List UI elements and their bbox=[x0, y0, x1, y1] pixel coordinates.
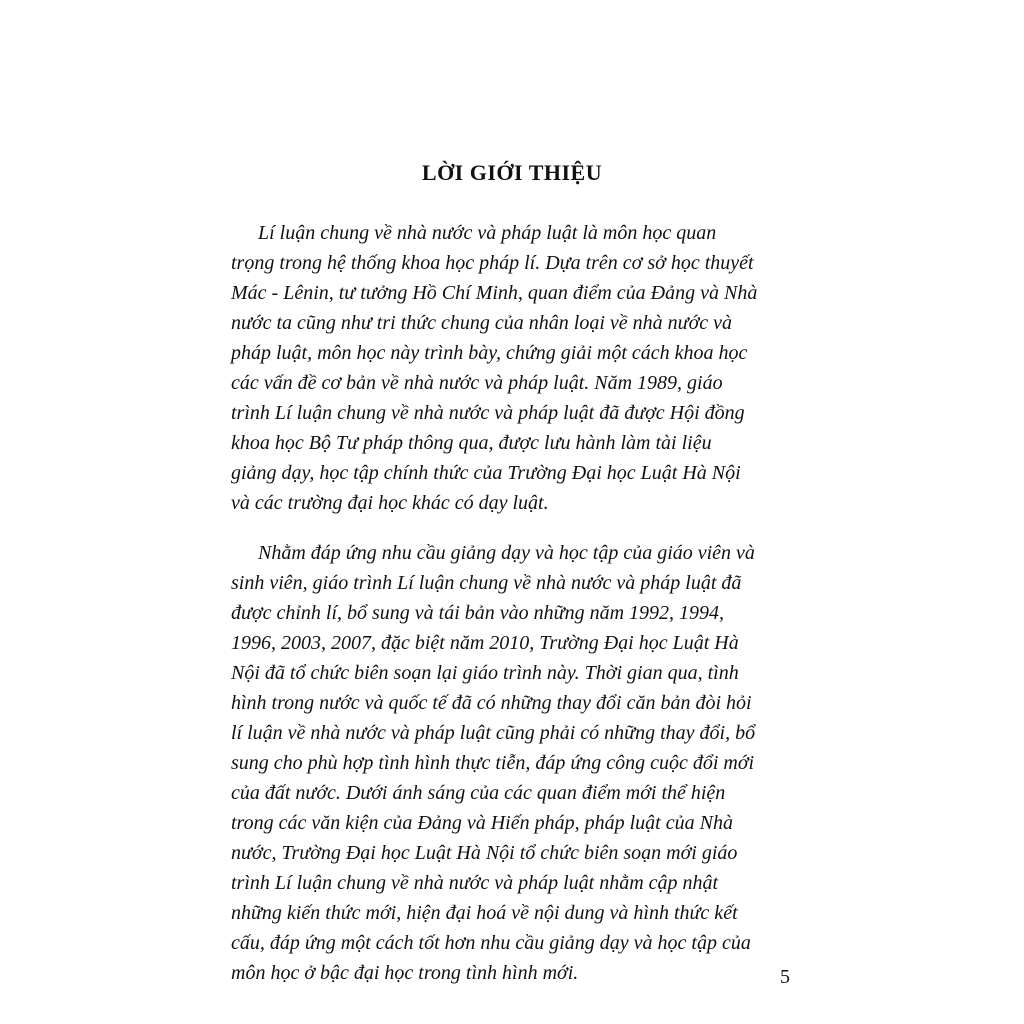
text-line: những kiến thức mới, hiện đại hoá về nội dung và hình thức kết bbox=[231, 902, 738, 924]
text-line: Mác - Lênin, tư tưởng Hồ Chí Minh, quan điểm của Đảng và Nhà bbox=[231, 282, 758, 304]
page-number: 5 bbox=[780, 966, 790, 988]
text-line: giảng dạy, học tập chính thức của Trường Đại học Luật Hà Nội bbox=[231, 462, 741, 484]
body-text bbox=[231, 218, 758, 988]
text-line: trình Lí luận chung về nhà nước và pháp luật nhằm cập nhật bbox=[231, 872, 719, 894]
text-line: của đất nước. Dưới ánh sáng của các quan điểm mới thể hiện bbox=[231, 782, 726, 804]
text-line: pháp luật, môn học này trình bày, chứng giải một cách khoa học bbox=[231, 342, 748, 364]
text-line: Nhằm đáp ứng nhu cầu giảng dạy và học tập của giáo viên và bbox=[258, 542, 755, 564]
text-line: các vấn đề cơ bản về nhà nước và pháp luật. Năm 1989, giáo bbox=[231, 372, 723, 394]
text-line: trong các văn kiện của Đảng và Hiến pháp, pháp luật của Nhà bbox=[231, 812, 733, 834]
text-line: 1996, 2003, 2007, đặc biệt năm 2010, Trường Đại học Luật Hà bbox=[231, 632, 739, 654]
text-line: khoa học Bộ Tư pháp thông qua, được lưu hành làm tài liệu bbox=[231, 432, 712, 454]
text-line: cấu, đáp ứng một cách tốt hơn nhu cầu giảng dạy và học tập của bbox=[231, 932, 751, 954]
text-line: hình trong nước và quốc tế đã có những thay đổi căn bản đòi hỏi bbox=[231, 692, 752, 714]
text-line: Nội đã tổ chức biên soạn lại giáo trình này. Thời gian qua, tình bbox=[231, 662, 739, 684]
text-line: sinh viên, giáo trình Lí luận chung về nhà nước và pháp luật đã bbox=[231, 572, 742, 594]
text-line: và các trường đại học khác có dạy luật. bbox=[231, 492, 549, 514]
text-line: môn học ở bậc đại học trong tình hình mới. bbox=[231, 962, 579, 984]
paragraph-2 bbox=[231, 538, 757, 988]
text-line: trình Lí luận chung về nhà nước và pháp luật đã được Hội đồng bbox=[231, 402, 745, 424]
text-line: nước, Trường Đại học Luật Hà Nội tổ chức biên soạn mới giáo bbox=[231, 842, 738, 864]
page-title: LỜI GIỚI THIỆU bbox=[421, 160, 603, 185]
text-line: trọng trong hệ thống khoa học pháp lí. Dựa trên cơ sở học thuyết bbox=[231, 252, 754, 274]
paragraph-1 bbox=[231, 218, 758, 518]
text-line: lí luận về nhà nước và pháp luật cũng phải có những thay đổi, bổ bbox=[231, 722, 756, 744]
text-line: Lí luận chung về nhà nước và pháp luật là môn học quan bbox=[258, 222, 717, 244]
text-line: sung cho phù hợp tình hình thực tiễn, đáp ứng công cuộc đổi mới bbox=[231, 752, 755, 774]
text-line: được chỉnh lí, bổ sung và tái bản vào những năm 1992, 1994, bbox=[231, 602, 725, 624]
text-line: nước ta cũng như tri thức chung của nhân loại về nhà nước và bbox=[231, 312, 732, 334]
